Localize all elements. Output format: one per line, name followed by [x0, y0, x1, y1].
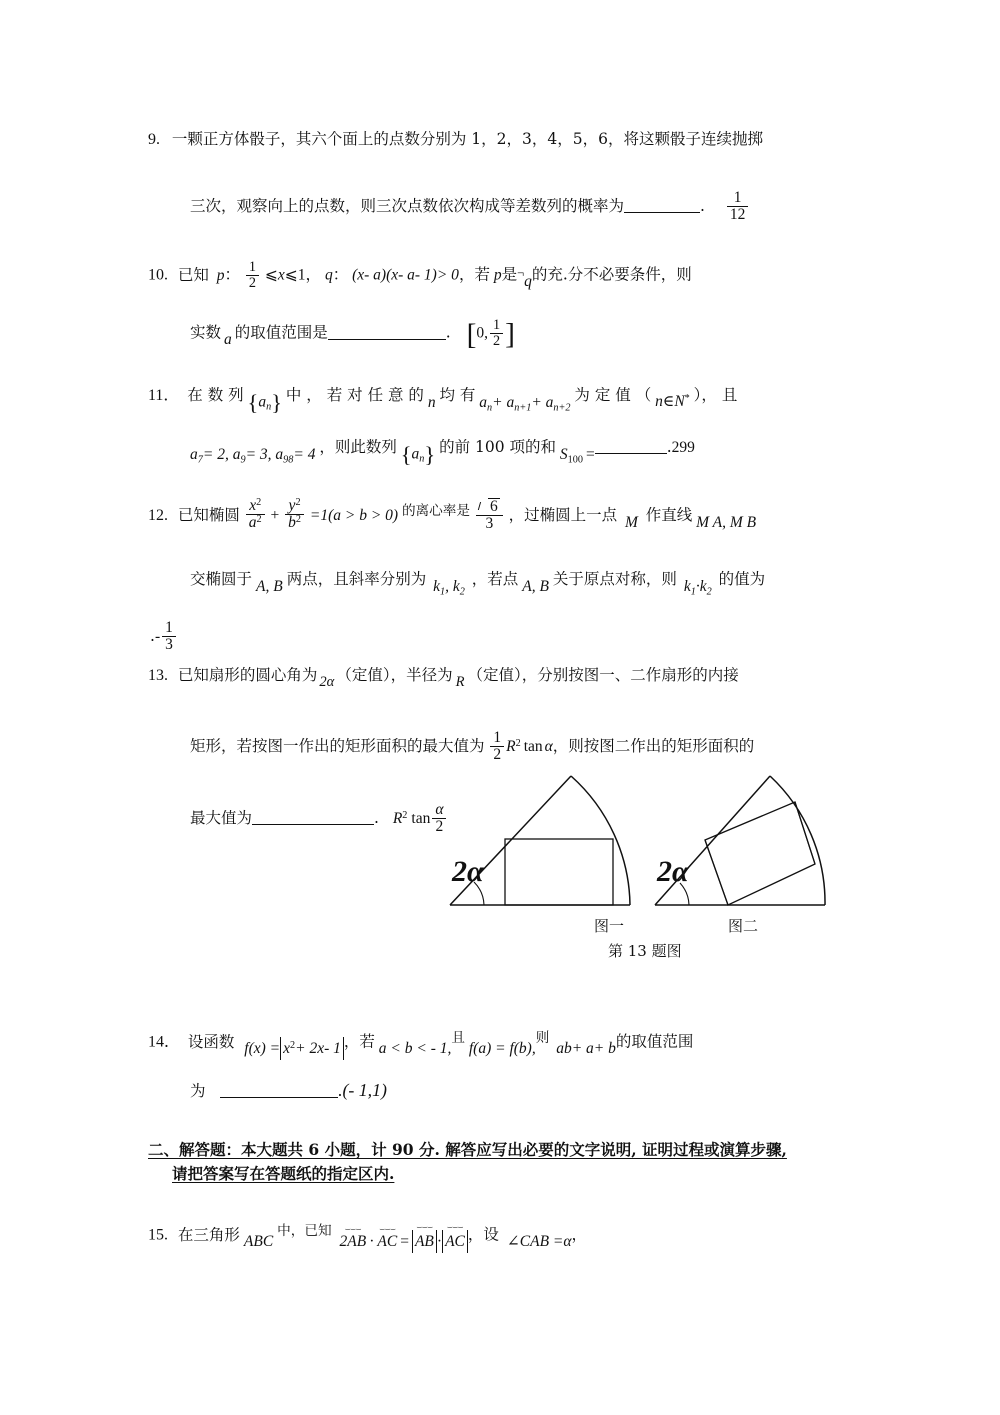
- answer-blank-11[interactable]: [595, 453, 667, 454]
- q12-sqrt6: [476, 498, 503, 515]
- q15-t4: ，: [571, 1225, 588, 1244]
- q15-abs-AC: [442, 1222, 468, 1253]
- q12-l2t4: 关于原点对称，则: [552, 570, 677, 588]
- question-10-line-2: [190, 317, 515, 351]
- q11-a-sub: n: [266, 401, 272, 413]
- q12-eq: =1(a > b > 0): [309, 507, 399, 525]
- q12-x-sup: 2: [256, 497, 262, 509]
- q12-t2: 的离心率是: [401, 503, 471, 520]
- q15-t1: 在三角形: [177, 1225, 240, 1244]
- q11-e3s: n+2: [553, 401, 571, 413]
- q10-dot: .: [445, 323, 451, 342]
- question-14-line-1: [148, 1032, 693, 1060]
- q12-t4: 作直线: [645, 506, 693, 525]
- q9-ans-num: 1: [733, 189, 742, 206]
- q11-g2v: = 3, a: [245, 445, 284, 463]
- q10-colon2: ：: [332, 265, 349, 284]
- q13-ans-R: R: [392, 810, 403, 828]
- q11-t2: 中 ， 若 对 任 意 的: [285, 386, 424, 404]
- q12-k1: k: [433, 577, 440, 595]
- q14-abs: [280, 1037, 344, 1060]
- q13-ans-tan: tan: [411, 810, 431, 828]
- q11-cond-txt: n∈N: [655, 393, 685, 411]
- q12-k2s: 2: [459, 585, 465, 597]
- q13-ans-d: 2: [432, 818, 446, 835]
- q12-sqrt-val: 6: [489, 498, 498, 515]
- q11-g2s: 9: [240, 453, 246, 465]
- q10-le2: ⩽1: [284, 266, 306, 284]
- q13-t1: 已知扇形的圆心角为: [177, 666, 318, 684]
- q13-R2-sup: 2: [515, 737, 521, 749]
- q11-seq-2: $\{a_n\}$: [400, 442, 436, 468]
- q11-dot: .: [666, 438, 672, 456]
- q10-half: [246, 260, 259, 290]
- section-two-header-line1: 二、解答题：本大题共 6 小题，计 90 分. 解答应写出必要的文字说明, 证明过程或演算步骤,: [148, 1140, 787, 1159]
- q11-S: S: [559, 445, 568, 463]
- question-13-line-3: [190, 802, 448, 835]
- q14-cond: a < b < - 1,: [378, 1040, 452, 1058]
- q15-dotop: ·: [369, 1233, 375, 1251]
- q15-abs-AB: [412, 1222, 437, 1253]
- question-11-line-1: [148, 388, 737, 415]
- q12-AB2: A, B: [522, 577, 549, 595]
- q14-t3: 且: [451, 1030, 465, 1046]
- q14-absx: x: [283, 1040, 291, 1058]
- fig2-inscribed-rectangle: [705, 802, 815, 905]
- q14-expr: ab+ a+ b: [556, 1040, 616, 1058]
- q15-vec-AC: [377, 1224, 398, 1251]
- q11-e1s: n: [487, 401, 493, 413]
- q10-t7: 的充.分不必要条件，则: [531, 265, 692, 284]
- q13-l3t1: 最大值为: [190, 809, 253, 828]
- q13-ans-n: α: [435, 801, 444, 818]
- question-11-number: 11．: [148, 387, 180, 404]
- q13-l3dot: .: [374, 809, 379, 828]
- q13-alpha: α: [544, 738, 553, 756]
- q11-S-sub: 100: [567, 453, 583, 465]
- q14-f: f(x) =: [244, 1040, 281, 1058]
- period-9: .: [700, 196, 705, 215]
- q15-absAC: AC: [445, 1233, 465, 1251]
- q10-t6: 是: [501, 265, 518, 284]
- fig2-chord-right: [795, 802, 815, 864]
- q14-abs2: + 2x- 1: [295, 1040, 341, 1058]
- q11-p1: + a: [492, 393, 515, 411]
- q12-b-sup: 2: [295, 514, 301, 526]
- question-15-line-1: [148, 1222, 588, 1253]
- q12-ans-n: 1: [165, 619, 173, 636]
- q13-R2: R: [506, 738, 516, 756]
- question-13-number: 13.: [148, 667, 168, 684]
- q14-absx-sup: 2: [290, 1040, 296, 1052]
- q14-t5: 的取值范围: [615, 1032, 694, 1051]
- q12-MA-MB: M A, M B: [696, 513, 757, 531]
- q11-t5: ）， 且: [693, 386, 738, 404]
- q15-angle: ∠CAB =α: [506, 1233, 572, 1251]
- q10-half-d: 2: [246, 275, 259, 291]
- q12-eccentricity: [476, 498, 503, 532]
- q15-vector-equation: [339, 1222, 468, 1253]
- q11-e1: a: [479, 393, 487, 411]
- q13-t3: （定值），分别按图一、二作扇形的内接: [467, 666, 739, 684]
- q12-minus: -: [154, 628, 161, 646]
- question-15-number: 15.: [148, 1226, 168, 1244]
- q11-l2t1: ，则此数列: [319, 438, 397, 456]
- q10-ans-zero: 0,: [476, 324, 489, 342]
- q15-vec-2AB: [339, 1224, 367, 1251]
- q15-t2: 中，已知: [277, 1223, 332, 1239]
- q12-ans-d: 3: [162, 636, 176, 653]
- answer-blank-14[interactable]: [220, 1097, 338, 1098]
- q12-M: M: [624, 513, 638, 531]
- figure-two-svg: [645, 772, 855, 912]
- q11-l2t2: 的前 100 项的和: [439, 438, 557, 456]
- q15-ABC: ABC: [243, 1233, 274, 1251]
- q13-t2: （定值），半径为: [336, 666, 453, 684]
- question-13-line-2: [190, 730, 754, 763]
- vector-arrow-icon-3: ⌣⌣⌣: [416, 1222, 433, 1233]
- q11-cond: [655, 394, 690, 410]
- q11-a: a: [258, 393, 267, 411]
- q11-givens: [190, 447, 315, 466]
- question-14-answer: (- 1,1): [342, 1080, 387, 1100]
- q10-ans-n: 1: [493, 317, 501, 333]
- q12-kprod: [684, 579, 712, 598]
- q14-function: [244, 1037, 344, 1060]
- question-9-line-2: [190, 190, 750, 223]
- q12-l2t5: 的值为: [718, 570, 766, 588]
- figure-one: [440, 772, 650, 912]
- figure-one-svg: [440, 772, 650, 912]
- figure-two: [645, 772, 855, 912]
- q10-l2t2: 的取值范围是: [234, 323, 328, 342]
- q14-fafb: f(a) = f(b),: [468, 1040, 536, 1058]
- answer-blank-10[interactable]: [328, 339, 446, 340]
- question-14-line-2: [190, 1082, 387, 1100]
- vector-arrow-icon-4: ⌣⌣⌣: [446, 1222, 464, 1233]
- answer-blank-13[interactable]: [252, 824, 374, 825]
- q11-g: a: [190, 445, 198, 463]
- q12-kdot: ·k: [695, 577, 707, 595]
- q10-ans-d: 2: [490, 333, 503, 349]
- q12-fy-d: [285, 514, 304, 531]
- q15-2AB: 2AB: [339, 1233, 367, 1251]
- q14-t4: 则: [535, 1030, 550, 1046]
- q12-l2t1: 交椭圆于: [190, 570, 253, 588]
- question-9-text-cont: 三次，观察向上的点数，则三次点数依次构成等差数列的概率为: [190, 196, 625, 215]
- q12-fy-n: [285, 498, 304, 514]
- q15-vec-absAB: [414, 1222, 434, 1253]
- fig1-angle-label: 2α: [452, 855, 484, 888]
- q12-l2t3: ，若点: [471, 570, 519, 588]
- q15-vec-absAC: [445, 1222, 465, 1253]
- q15-t3: ，设: [467, 1225, 499, 1244]
- question-13-line-1: [148, 668, 739, 690]
- q10-a: a: [224, 331, 232, 349]
- q11-eq: =: [585, 445, 595, 463]
- q10-ans-open: [: [466, 318, 477, 351]
- answer-blank-9[interactable]: [624, 212, 700, 213]
- q11-sum-expr: [479, 395, 570, 414]
- q10-t1: 已知: [177, 265, 209, 284]
- figure-main-caption: 第 13 题图: [608, 942, 682, 960]
- q12-frac-y: [285, 498, 304, 531]
- q11-S100: [560, 447, 595, 466]
- q12-kk2s: 2: [706, 585, 712, 597]
- q10-ans-frac: [490, 318, 503, 348]
- q11-t3: 均 有: [439, 386, 476, 404]
- q12-fx-n: [246, 498, 265, 514]
- question-10-number: 10.: [148, 266, 168, 284]
- q11-p2: + a: [531, 393, 554, 411]
- q14-l2dot: .: [337, 1082, 343, 1100]
- q10-ans-close: ]: [505, 318, 515, 351]
- question-11-answer: 299: [671, 439, 695, 456]
- q15-eq: =: [400, 1233, 409, 1251]
- q11-a2: a: [411, 445, 420, 463]
- q12-l3dot: .: [150, 627, 155, 646]
- q13-l2t1: 矩形，若按图一作出的矩形面积的最大值为: [190, 737, 485, 756]
- q12-fx-d: [246, 514, 265, 531]
- fig2-chord-left: [705, 840, 728, 905]
- q14-l2t1: 为: [190, 1082, 206, 1100]
- q10-p: p: [216, 266, 225, 284]
- q12-l2t2: 两点，且斜率分别为: [286, 570, 427, 588]
- question-9-number: 9.: [148, 131, 160, 148]
- question-9-text: 一颗正方体骰子，其六个面上的点数分别为 1，2，3，4，5，6，将这颗骰子连续抛掷: [171, 130, 763, 148]
- q10-negation: ¬: [517, 265, 525, 280]
- question-9-answer: [727, 190, 749, 223]
- q12-x: x: [249, 497, 257, 515]
- q11-g1s: 7: [197, 453, 203, 465]
- question-11-line-2: [190, 440, 695, 467]
- q15-absdot: ·: [436, 1233, 443, 1251]
- question-14-number: 14．: [148, 1033, 181, 1051]
- q11-seq-1: $\{a_n\}$: [247, 390, 282, 416]
- fig2-angle-label: 2α: [657, 855, 689, 888]
- q13-2alpha: 2α: [319, 674, 335, 691]
- q12-t1: 已知椭圆: [177, 506, 240, 525]
- question-12-line-1: [148, 498, 756, 532]
- figure-one-caption: 图一: [594, 917, 625, 935]
- q12-frac-x: [246, 498, 265, 531]
- q14-t2: ，若: [343, 1032, 375, 1051]
- q11-t4: 为 定 值 （: [574, 386, 652, 404]
- question-12-answer-line: [150, 620, 178, 653]
- q12-AB: A, B: [256, 577, 283, 595]
- q15-AC: AC: [377, 1233, 398, 1251]
- q12-kk1s: 1: [690, 585, 696, 597]
- q12-y-sup: 2: [295, 497, 301, 509]
- q12-kk1: k: [683, 577, 691, 595]
- q15-absAB: AB: [414, 1233, 434, 1251]
- q10-q: q: [324, 266, 333, 284]
- q11-n: n: [427, 393, 436, 411]
- section-two-header-line2: 请把答案写在答题纸的指定区内.: [172, 1164, 395, 1184]
- vector-arrow-icon-2: ⌣⌣⌣: [379, 1224, 396, 1235]
- q12-b: b: [288, 514, 296, 532]
- q11-t1: 在 数 列: [187, 386, 244, 404]
- q10-t5: ，若: [458, 265, 490, 284]
- q10-le1: ⩽: [264, 266, 278, 284]
- q12-y: y: [288, 497, 296, 515]
- q10-l2t1: 实数: [190, 323, 222, 342]
- q12-a-sup: 2: [256, 514, 262, 526]
- q14-t1: 设函数: [187, 1032, 235, 1051]
- q13-half-n: 1: [493, 729, 502, 746]
- vector-arrow-icon: ⌣⌣⌣: [344, 1224, 362, 1235]
- fig1-inscribed-rectangle: [505, 839, 613, 905]
- q10-p2: p: [493, 266, 502, 284]
- fig1-arc: [571, 776, 630, 905]
- q12-a: a: [248, 514, 257, 532]
- fig2-arc: [770, 776, 825, 905]
- q10-x: x: [277, 266, 285, 284]
- q13-ans-Rsup: 2: [402, 809, 408, 821]
- q11-cond-star: *: [684, 393, 690, 405]
- q10-half-n: 1: [248, 259, 257, 275]
- q12-plus: +: [270, 507, 280, 525]
- q11-a2-sub: n: [419, 453, 425, 465]
- q13-l2t2: ，则按图二作出的矩形面积的: [552, 737, 755, 756]
- q11-g3s: 98: [283, 453, 294, 465]
- figure-two-caption: 图二: [728, 917, 759, 935]
- section-two-header: [148, 1138, 787, 1186]
- q12-t3: ，过椭圆上一点: [508, 506, 618, 525]
- q12-k1s: 1: [439, 585, 446, 597]
- q13-R: R: [455, 674, 465, 691]
- q13-tan: tan: [523, 738, 543, 756]
- q10-colon1: ：: [224, 265, 241, 284]
- question-12-line-2: [190, 572, 765, 597]
- q10-q2: q: [524, 273, 532, 291]
- question-12-number: 12.: [148, 507, 168, 525]
- question-9-line-1: [148, 132, 763, 148]
- q13-half: [490, 730, 504, 763]
- q10-comma1: ，: [305, 265, 322, 284]
- q11-g1v: = 2, a: [202, 445, 241, 463]
- q10-expr: (x- a)(x- a- 1)> 0: [352, 266, 459, 284]
- q11-e2s: n+1: [514, 401, 532, 413]
- q11-g3v: = 4: [293, 445, 316, 463]
- question-12-answer: [162, 620, 176, 653]
- q9-ans-den: 12: [727, 206, 749, 223]
- q12-k1k2: [433, 579, 465, 598]
- q12-kc: , k: [445, 577, 460, 595]
- q13-half-d: 2: [490, 746, 504, 763]
- question-10-line-1: [148, 260, 692, 290]
- q12-ecc-den: 3: [476, 515, 503, 532]
